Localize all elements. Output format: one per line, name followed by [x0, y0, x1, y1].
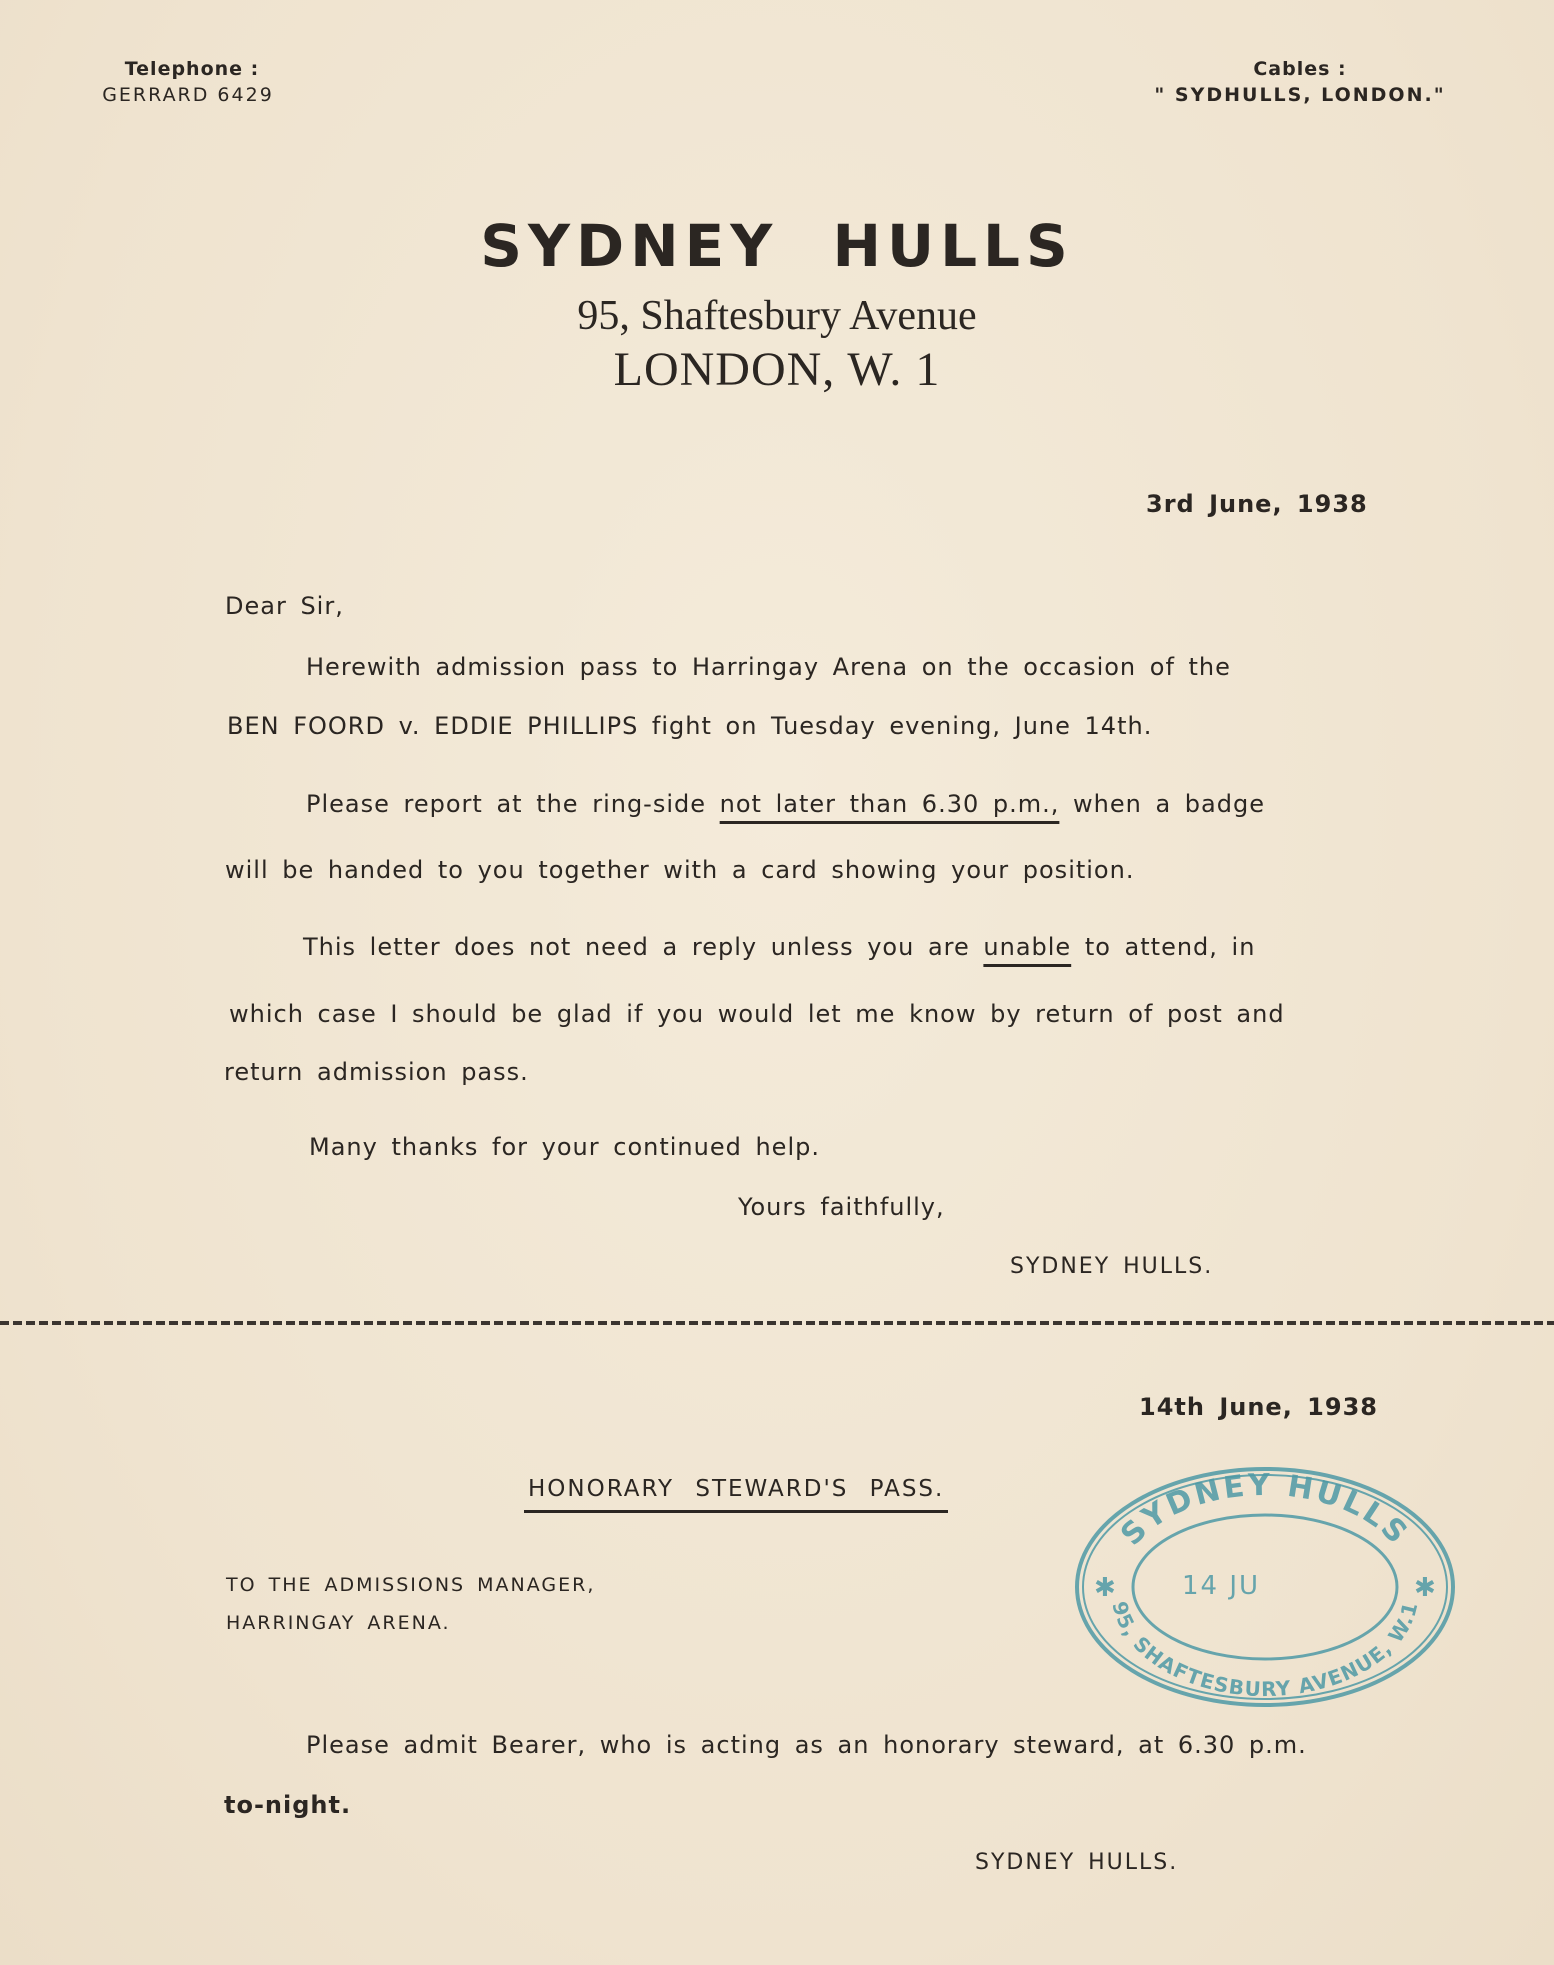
perforation-line — [0, 1321, 1554, 1325]
deadline-underlined: not later than 6.30 p.m., — [719, 790, 1060, 818]
recipient-line-2: HARRINGAY ARENA. — [226, 1612, 451, 1634]
recipient-line-1: TO THE ADMISSIONS MANAGER, — [226, 1574, 596, 1596]
svg-text:SYDNEY HULLS: SYDNEY HULLS — [1114, 1467, 1416, 1553]
pass-title: HONORARY STEWARD'S PASS. — [524, 1476, 948, 1513]
date-stamp — [1072, 1464, 1458, 1710]
paragraph-3-line-2: which case I should be glad if you would let me know by return of post and — [229, 1000, 1285, 1028]
paragraph-3-line-1 — [303, 933, 1255, 961]
paragraph-2-text: Please report at the ring-side — [306, 790, 720, 818]
svg-text:✱: ✱ — [1094, 1573, 1116, 1603]
pass-signature: SYDNEY HULLS. — [975, 1850, 1179, 1875]
company-address: 95, Shaftesbury Avenue — [577, 293, 977, 339]
svg-text:✱: ✱ — [1414, 1573, 1436, 1603]
paragraph-2-line-2: will be handed to you together with a card showing your position. — [225, 856, 1135, 884]
company-city: LONDON, W. 1 — [613, 343, 941, 396]
telephone-label: Telephone : — [124, 58, 260, 80]
cables-address: " SYDHULLS, LONDON." — [1154, 84, 1446, 106]
paragraph-3-text-end: to attend, in — [1071, 933, 1256, 961]
pass-body-line-2: to-night. — [224, 1791, 352, 1819]
closing: Yours faithfully, — [738, 1193, 945, 1221]
company-name: SYDNEY HULLS — [480, 212, 1074, 280]
paragraph-3-line-3: return admission pass. — [224, 1058, 529, 1086]
paragraph-1-line-1: Herewith admission pass to Harringay Arena on the occasion of the — [306, 653, 1231, 681]
svg-text:95, SHAFTESBURY AVENUE, W.1: 95, SHAFTESBURY AVENUE, W.1 — [1107, 1598, 1423, 1702]
telephone-number: GERRARD 6429 — [102, 84, 274, 106]
cables-label: Cables : — [1253, 58, 1347, 80]
paragraph-1-line-2: BEN FOORD v. EDDIE PHILLIPS fight on Tuesday evening, June 14th. — [227, 712, 1153, 740]
letter-signature: SYDNEY HULLS. — [1010, 1254, 1214, 1279]
pass-body-line-1: Please admit Bearer, who is acting as an honorary steward, at 6.30 p.m. — [306, 1731, 1307, 1759]
paragraph-4: Many thanks for your continued help. — [309, 1133, 820, 1161]
paragraph-2-line-1 — [306, 790, 1265, 818]
paragraph-2-text-end: when a badge — [1059, 790, 1265, 818]
salutation: Dear Sir, — [225, 592, 344, 620]
unable-underlined: unable — [983, 933, 1072, 961]
pass-date: 14th June, 1938 — [1139, 1393, 1378, 1421]
paragraph-3-text: This letter does not need a reply unless you are — [303, 933, 984, 961]
letter-date: 3rd June, 1938 — [1146, 490, 1368, 518]
svg-text:14 JU: 14 JU — [1182, 1571, 1261, 1601]
